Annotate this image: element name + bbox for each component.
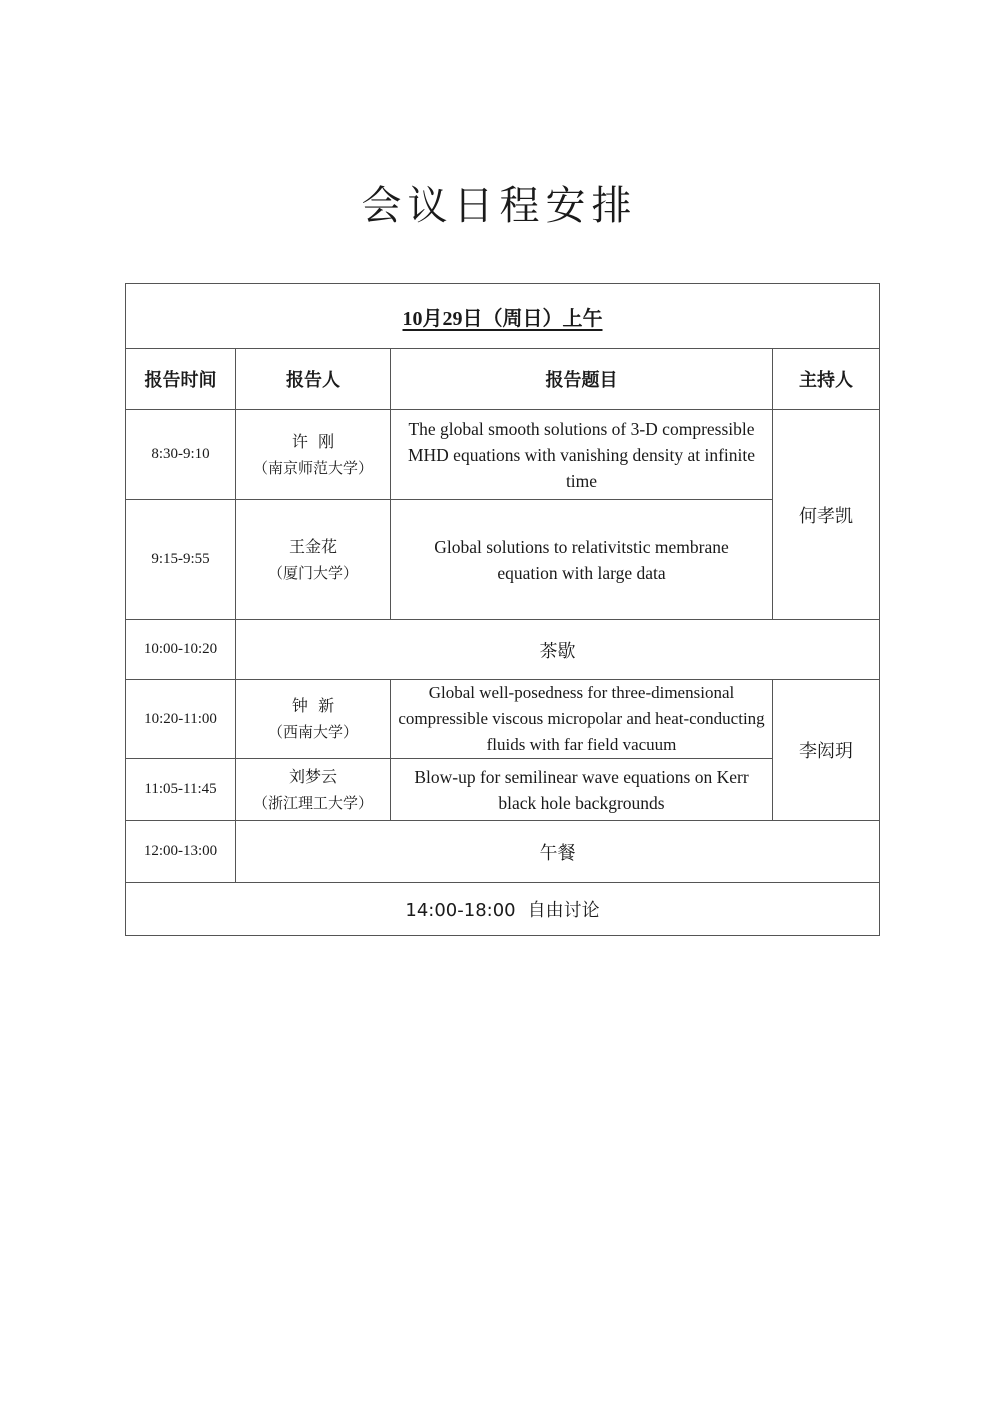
- column-header-host: 主持人: [773, 349, 880, 410]
- footer-time: 14:00-18:00: [405, 900, 516, 921]
- table-row: [126, 680, 880, 759]
- topic-text: Global solutions to relativitstic membrane equation with large data: [434, 536, 729, 583]
- time-cell: 11:05-11:45: [126, 759, 236, 821]
- column-header-topic: 报告题目: [391, 349, 773, 410]
- speaker-cell: [236, 410, 391, 500]
- speaker-name: 钟 新: [291, 696, 335, 715]
- break-label: 茶歇: [236, 620, 880, 680]
- table-row: [126, 410, 880, 500]
- page-title: 会议日程安排: [361, 183, 638, 229]
- topic-cell: Blow-up for semilinear wave equations on Kerr black hole backgrounds: [391, 759, 773, 821]
- footer-cell: [126, 883, 880, 936]
- speaker-affiliation: （西南大学）: [267, 723, 358, 741]
- time-cell: 8:30-9:10: [126, 410, 236, 500]
- host-cell: 何孝凯: [773, 410, 880, 620]
- date-header: 10月29日（周日）上午: [402, 307, 603, 330]
- column-header-time: 报告时间: [126, 349, 236, 410]
- footer-row: [126, 883, 880, 936]
- table-row: [126, 759, 880, 821]
- break-row: [126, 620, 880, 680]
- speaker-cell: [236, 500, 391, 620]
- break-row: [126, 821, 880, 883]
- speaker-name: 王金花: [288, 536, 337, 556]
- topic-cell: [391, 500, 773, 620]
- host-cell: 李闳玥: [773, 680, 880, 821]
- speaker-affiliation: （厦门大学）: [267, 563, 358, 582]
- footer-label: 自由讨论: [527, 900, 600, 921]
- speaker-name: 许 刚: [291, 431, 335, 451]
- column-header-speaker: 报告人: [236, 349, 391, 410]
- topic-cell: The global smooth solutions of 3-D compressible MHD equations with vanishing density at infinite time: [391, 410, 773, 500]
- speaker-cell: [236, 680, 391, 759]
- time-cell: 9:15-9:55: [126, 500, 236, 620]
- speaker-affiliation: （南京师范大学）: [252, 458, 373, 477]
- topic-cell: Global well-posedness for three-dimensional compressible viscous micropolar and heat-conducting fluids with far field vacuum: [391, 680, 773, 759]
- speaker-cell: [236, 759, 391, 821]
- time-cell: 12:00-13:00: [126, 821, 236, 883]
- time-cell: 10:20-11:00: [126, 680, 236, 759]
- speaker-affiliation: （浙江理工大学）: [252, 793, 373, 812]
- break-label: 午餐: [236, 821, 880, 883]
- table-row: [126, 500, 880, 620]
- column-header-row: [126, 349, 880, 410]
- schedule-table: [125, 283, 880, 936]
- time-cell: 10:00-10:20: [126, 620, 236, 680]
- date-row: [126, 284, 880, 349]
- date-header-cell: [126, 284, 880, 349]
- speaker-name: 刘梦云: [288, 766, 337, 786]
